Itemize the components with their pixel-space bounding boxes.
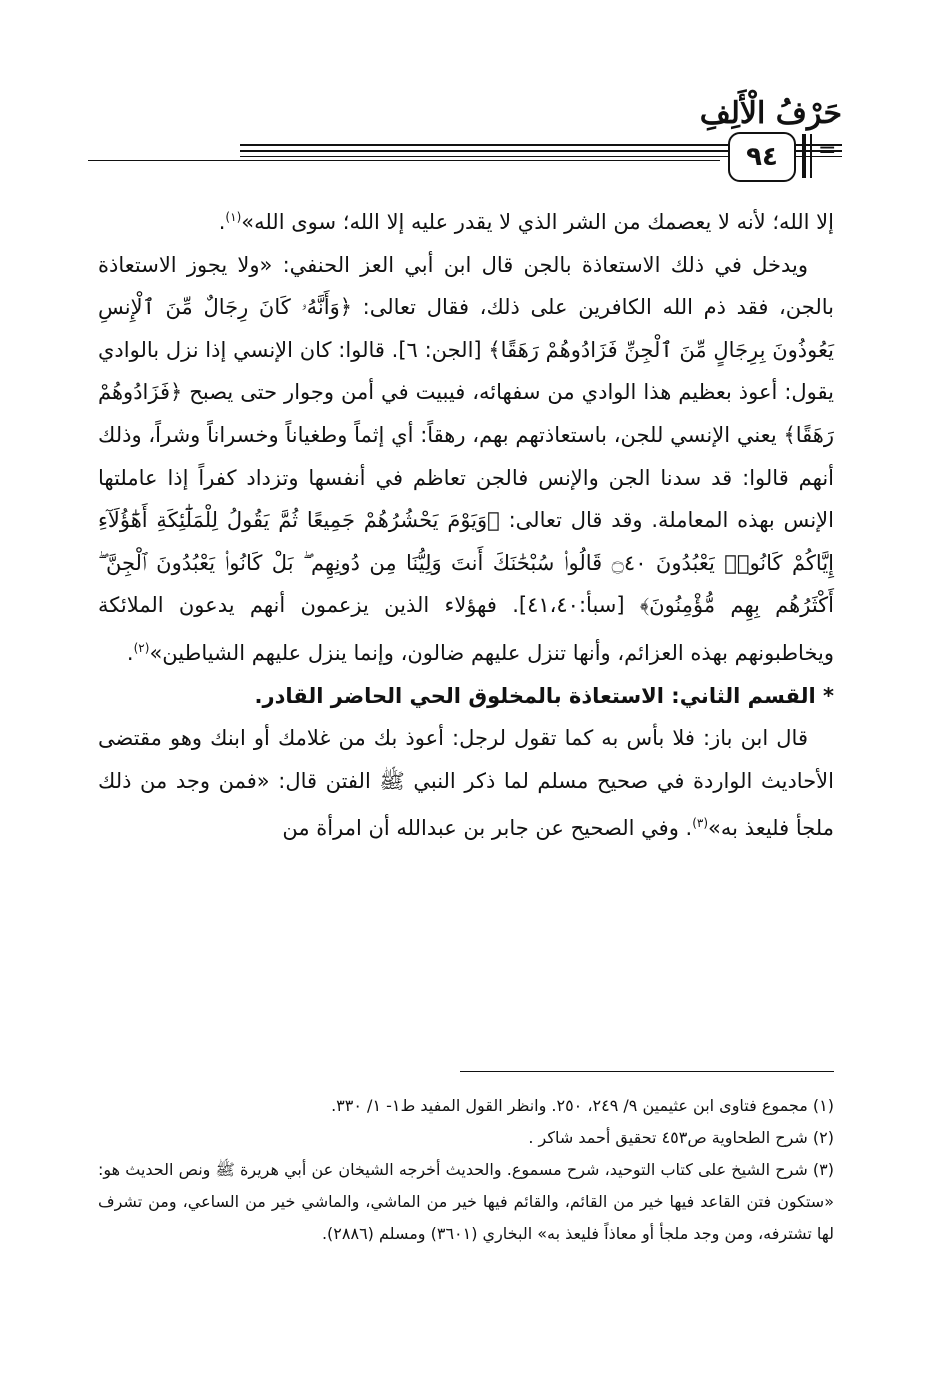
footnote-ref: (٣) <box>692 816 709 831</box>
quran-verse: ﴿وَأَنَّهُۥ كَانَ رِجَالٌ مِّنَ ٱلْإِنسِ يَعُوذُونَ بِرِجَالٍ مِّنَ ٱلْجِنِّ فَزَادُوهُمْ رَهَقًا﴾ <box>98 295 834 362</box>
verse-citation: [الجن: ٦]. <box>384 337 489 362</box>
footnote: (٢) شرح الطحاوية ص٤٥٣ تحقيق أحمد شاكر . <box>528 1128 834 1147</box>
main-text <box>98 196 834 850</box>
footnote: (١) مجموع فتاوى ابن عثيمين ٩/ ٢٤٩، ٢٥٠. وانظر القول المفيد ط١- ١/ ٣٣٠. <box>331 1096 834 1115</box>
footnote: (٣) شرح الشيخ على كتاب التوحيد، شرح مسموع. والحديث أخرجه الشيخان عن أبي هريرة ﷺ ونص الحديث هو: «ستكون فتن القاعد فيها خير من القائم، والقائم فيها خير من الماشي، والماشي خير من الساعي، ومن تشرف لها تشترفه، ومن وجد ملجأ أو معاذاً فليعذ به» البخاري (٣٦٠١) ومسلم (٢٨٨٦). <box>98 1160 834 1243</box>
footnotes <box>98 1090 834 1250</box>
footnote-separator <box>460 1071 834 1072</box>
verse-citation: [سبأ:٤١،٤٠]. <box>496 593 640 618</box>
chapter-title: حَرْفُ الْأَلِفِ <box>699 96 842 131</box>
section-heading: * القسم الثاني: الاستعاذة بالمخلوق الحي الحاضر القادر. <box>254 683 834 708</box>
header-rule <box>88 160 720 161</box>
footnote-ref: (٢) <box>133 640 150 655</box>
paragraph: إلا الله؛ لأنه لا يعصمك من الشر الذي لا يقدر عليه إلا الله؛ سوى الله»$^{(١)}$. <box>218 210 834 234</box>
page-number-ornament <box>802 134 806 178</box>
footnote-ref: (١) <box>225 210 242 224</box>
quran-verse: ﴿فَزَادُوهُمْ رَهَقًا﴾ <box>98 380 834 447</box>
page-number-ornament: = <box>818 138 837 163</box>
quran-verse: ﴿وَيَوْمَ يَحْشُرُهُمْ جَمِيعًا ثُمَّ يَقُولُ لِلْمَلَٰٓئِكَةِ أَهَٰٓؤُلَآءِ إِيَّاكُمْ كَانُوا۟ يَعْبُدُونَ ۝٤٠ قَالُوا۟ سُبْحَٰنَكَ أَنتَ وَلِيُّنَا مِن دُونِهِم ۖ بَلْ كَانُوا۟ يَعْبُدُونَ ٱلْجِنَّ ۖ أَكْثَرُهُم بِهِم مُّؤْمِنُونَ﴾ <box>98 508 834 618</box>
page-number: ٩٤ <box>728 132 796 182</box>
paragraph: قال ابن باز: فلا بأس به كما تقول لرجل: أعوذ بك من غلامك أو ابنك وهو مقتضى الأحاديث الواردة في صحيح مسلم لما ذكر النبي ﷺ الفتن قال: «فمن وجد من ذلك ملجأ فليعذ به»$^{(٣)}$. وفي الصحيح عن جابر بن عبدالله أن امرأة من <box>98 726 834 841</box>
paragraph: ويدخل في ذلك الاستعاذة بالجن قال ابن أبي العز الحنفي: «ولا يجوز الاستعاذة بالجن، فقد ذم الله الكافرين على ذلك، فقال تعالى: ﴿وَأَنَّهُۥ كَانَ رِجَالٌ مِّنَ ٱلْإِنسِ يَعُوذُونَ بِرِجَالٍ مِّنَ ٱلْجِنِّ فَزَادُوهُمْ رَهَقًا﴾ [الجن: ٦]. قالوا: كان الإنسي إذا نزل بالوادي يقول: أعوذ بعظيم هذا الوادي من سفهائه، فيبيت في أمن وجوار حتى يصبح ﴿فَزَادُوهُمْ رَهَقًا﴾ يعني الإنسي للجن، باستعاذتهم بهم، رهقاً: أي إثماً وطغياناً وخسراناً وشراً، وذلك أنهم قالوا: قد سدنا الجن والإنس فالجن تعاظم في أنفسها وتزداد كفراً إذا عاملتها الإنس بهذه المعاملة. وقد قال تعالى: ﴿وَيَوْمَ يَحْشُرُهُمْ جَمِيعًا ثُمَّ يَقُولُ لِلْمَلَٰٓئِكَةِ أَهَٰٓؤُلَآءِ إِيَّاكُمْ كَانُوا۟ يَعْبُدُونَ ۝٤٠ قَالُوا۟ سُبْحَٰنَكَ أَنتَ وَلِيُّنَا مِن دُونِهِم ۖ بَلْ كَانُوا۟ يَعْبُدُونَ ٱلْجِنَّ ۖ أَكْثَرُهُم بِهِم مُّؤْمِنُونَ﴾ [سبأ:٤١،٤٠]. فهؤلاء الذين يزعمون أنهم يدعون الملائكة ويخاطبونهم بهذه العزائم، وأنها تنزل عليهم ضالون، وإنما ينزل عليهم الشياطين»$^{(٢)}$. <box>98 252 834 665</box>
page-number-ornament <box>810 134 812 178</box>
